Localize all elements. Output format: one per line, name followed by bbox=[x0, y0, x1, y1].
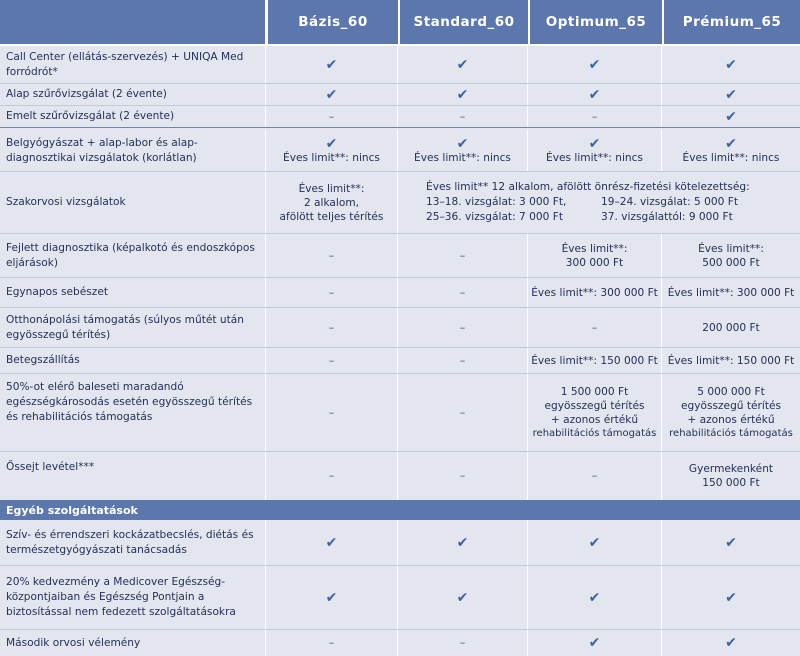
check-icon: ✔ bbox=[588, 135, 601, 152]
table-row bbox=[0, 566, 800, 630]
table-row bbox=[0, 84, 800, 106]
szakorvosi-bazis-line: Éves limit**: bbox=[298, 182, 365, 195]
table-row bbox=[0, 520, 800, 566]
szakorvosi-bazis-line: afölött teljes térítés bbox=[279, 210, 384, 223]
check-icon: ✔ bbox=[325, 86, 338, 103]
baleset-opt-line: 1 500 000 Ft bbox=[560, 385, 629, 398]
check-icon: ✔ bbox=[725, 589, 737, 606]
limit-text: Éves limit**: nincs bbox=[283, 151, 380, 164]
dash-icon: – bbox=[459, 109, 466, 123]
check-icon: ✔ bbox=[725, 635, 737, 651]
limit-text: Éves limit**: bbox=[561, 242, 628, 255]
dash-icon: – bbox=[459, 469, 466, 482]
table-row bbox=[0, 106, 800, 128]
limit-text: Éves limit**: nincs bbox=[546, 151, 643, 164]
szakorvosi-fee-line: 25–36. vizsgálat: 7 000 Ft bbox=[426, 211, 563, 223]
dash-icon: – bbox=[328, 469, 335, 482]
check-icon: ✔ bbox=[325, 589, 338, 606]
baleset-opt-line: egyösszegű térítés bbox=[544, 399, 645, 412]
check-icon: ✔ bbox=[456, 56, 469, 73]
dash-icon: – bbox=[459, 353, 466, 367]
check-icon: ✔ bbox=[325, 534, 338, 551]
check-icon: ✔ bbox=[325, 135, 338, 152]
check-icon: ✔ bbox=[588, 86, 601, 103]
limit-value: 200 000 Ft bbox=[702, 321, 760, 334]
dash-icon: – bbox=[328, 636, 335, 649]
row-label-sziv: Szív- és érrendszeri kockázatbecslés, diétás és természetgyógyászati tanácsadás bbox=[0, 520, 266, 565]
check-icon: ✔ bbox=[325, 56, 338, 73]
dash-icon: – bbox=[591, 469, 598, 482]
szakorvosi-bazis-line: 2 alkalom, bbox=[303, 196, 360, 209]
table-header bbox=[0, 0, 800, 46]
table-row bbox=[0, 46, 800, 84]
check-icon: ✔ bbox=[725, 86, 737, 103]
dash-icon: – bbox=[328, 109, 335, 123]
szakorvosi-wide-cell bbox=[398, 172, 800, 233]
ossejt-prem-line: Gyermekenként bbox=[688, 463, 774, 475]
limit-text: Éves limit**: 300 000 Ft bbox=[531, 286, 658, 299]
table-row bbox=[0, 130, 800, 172]
table-row bbox=[0, 630, 800, 656]
row-label-ossejt: Őssejt levétel*** bbox=[0, 452, 266, 500]
dash-icon: – bbox=[591, 109, 598, 123]
row-label-alap-szuro: Alap szűrővizsgálat (2 évente) bbox=[0, 84, 266, 105]
dash-icon: – bbox=[328, 248, 335, 262]
row-label-betegszallitas: Betegszállítás bbox=[0, 348, 266, 373]
row-label-fejlett: Fejlett diagnosztika (képalkotó és endoszkópos eljárások) bbox=[0, 234, 266, 277]
dash-icon: – bbox=[328, 320, 335, 334]
check-icon: ✔ bbox=[588, 534, 601, 551]
table-row bbox=[0, 172, 800, 234]
column-header-bazis: Bázis_60 bbox=[266, 0, 398, 44]
dash-icon: – bbox=[459, 320, 466, 334]
column-header-standard: Standard_60 bbox=[398, 0, 528, 44]
table-row bbox=[0, 452, 800, 500]
check-icon: ✔ bbox=[725, 534, 737, 551]
dash-icon: – bbox=[328, 285, 335, 299]
check-icon: ✔ bbox=[588, 589, 601, 606]
baleset-prem-line: egyösszegű térítés bbox=[680, 399, 782, 412]
check-icon: ✔ bbox=[725, 135, 737, 152]
row-label-baleset: 50%-ot elérő baleseti maradandó egészségkárosodás esetén egyösszegű térítés és rehabilitációs támogatás bbox=[0, 374, 266, 451]
row-label-medicover: 20% kedvezmény a Medicover Egészség-központjaiban és Egészség Pontjain a biztosítással nem fedezett szolgáltatásokra bbox=[0, 566, 266, 629]
dash-icon: – bbox=[591, 320, 598, 334]
check-icon: ✔ bbox=[456, 135, 469, 152]
limit-text: Éves limit**: bbox=[698, 242, 764, 255]
table-row bbox=[0, 308, 800, 348]
row-label-masodik: Második orvosi vélemény bbox=[0, 630, 266, 656]
table-row bbox=[0, 278, 800, 308]
section-header-egyeb: Egyéb szolgáltatások bbox=[0, 500, 800, 520]
baleset-prem-line: 5 000 000 Ft bbox=[697, 385, 765, 398]
header-empty-cell bbox=[0, 0, 266, 44]
limit-text: Éves limit**: 150 000 Ft bbox=[531, 354, 658, 367]
limit-value: 300 000 Ft bbox=[565, 256, 624, 269]
table-row bbox=[0, 374, 800, 452]
dash-icon: – bbox=[459, 405, 466, 419]
check-icon: ✔ bbox=[456, 86, 469, 103]
szakorvosi-fee-line: 19–24. vizsgálat: 5 000 Ft bbox=[601, 196, 738, 208]
dash-icon: – bbox=[459, 285, 466, 299]
column-header-premium: Prémium_65 bbox=[662, 0, 800, 44]
szakorvosi-fee-line: 37. vizsgálattól: 9 000 Ft bbox=[601, 211, 733, 223]
limit-text: Éves limit**: nincs bbox=[414, 151, 511, 164]
check-icon: ✔ bbox=[456, 534, 469, 551]
dash-icon: – bbox=[328, 353, 335, 367]
check-icon: ✔ bbox=[725, 56, 737, 73]
dash-icon: – bbox=[459, 248, 466, 262]
limit-value: 500 000 Ft bbox=[702, 256, 760, 269]
row-label-call-center: Call Center (ellátás-szervezés) + UNIQA Med forródrót* bbox=[0, 46, 266, 83]
dash-icon: – bbox=[328, 405, 335, 419]
limit-text: Éves limit**: nincs bbox=[682, 151, 780, 164]
row-label-emelt-szuro: Emelt szűrővizsgálat (2 évente) bbox=[0, 106, 266, 127]
check-icon: ✔ bbox=[588, 635, 601, 651]
baleset-prem-line: rehabilitációs támogatás bbox=[669, 427, 793, 439]
limit-text: Éves limit**: 300 000 Ft bbox=[667, 286, 795, 299]
table-row bbox=[0, 348, 800, 374]
column-header-optimum: Optimum_65 bbox=[528, 0, 662, 44]
limit-text: Éves limit**: 150 000 Ft bbox=[667, 354, 795, 367]
baleset-opt-line: rehabilitációs támogatás bbox=[532, 427, 657, 439]
check-icon: ✔ bbox=[588, 56, 601, 73]
szakorvosi-wide-title: Éves limit** 12 alkalom, afölött önrész-fizetési kötelezettség: bbox=[426, 181, 750, 193]
dash-icon: – bbox=[459, 636, 466, 649]
ossejt-prem-line: 150 000 Ft bbox=[702, 477, 760, 489]
baleset-prem-line: + azonos értékű bbox=[687, 413, 775, 426]
row-label-otthonapolas: Otthonápolási támogatás (súlyos műtét után egyösszegű térítés) bbox=[0, 308, 266, 347]
row-label-egynapos: Egynapos sebészet bbox=[0, 278, 266, 307]
check-icon: ✔ bbox=[725, 108, 737, 125]
szakorvosi-fee-line: 13–18. vizsgálat: 3 000 Ft, bbox=[426, 196, 567, 208]
table-row bbox=[0, 234, 800, 278]
check-icon: ✔ bbox=[456, 589, 469, 606]
baleset-opt-line: + azonos értékű bbox=[550, 413, 639, 426]
row-label-szakorvosi: Szakorvosi vizsgálatok bbox=[0, 172, 266, 233]
row-label-belgyogyaszat: Belgyógyászat + alap-labor és alap-diagnosztikai vizsgálatok (korlátlan) bbox=[0, 130, 266, 171]
